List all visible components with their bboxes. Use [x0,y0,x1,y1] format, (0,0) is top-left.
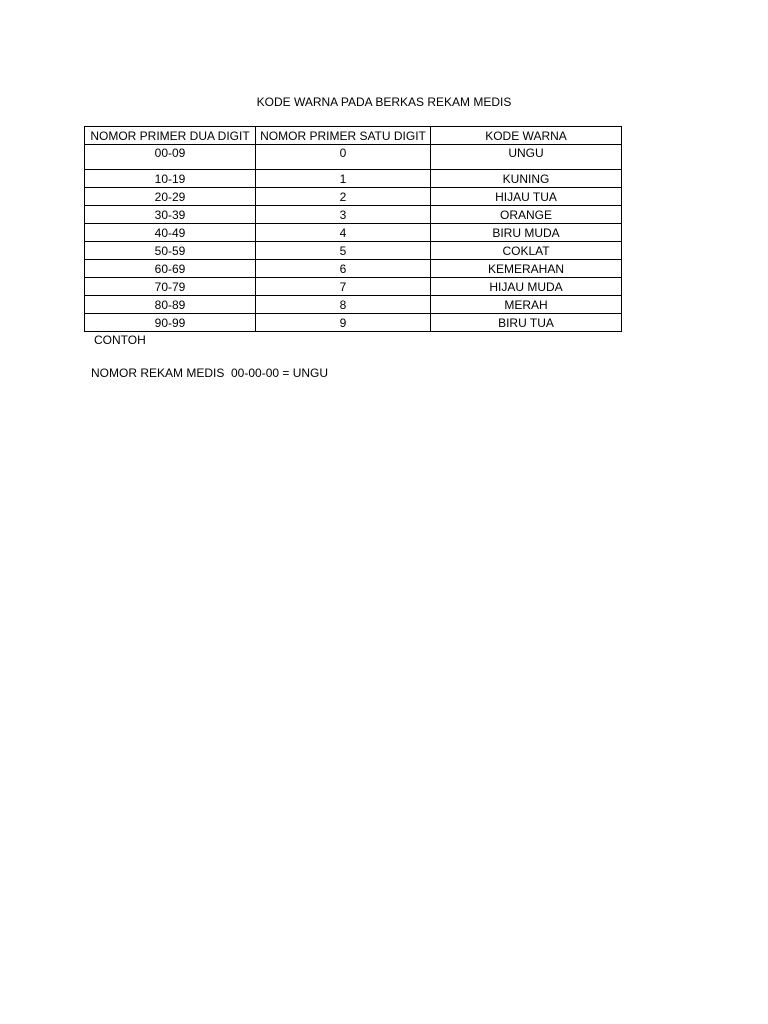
table-row [85,224,622,242]
table-row [85,188,622,206]
cell-two-digit: 30-39 [85,206,256,224]
cell-one-digit: 9 [256,314,431,332]
cell-color-code: ORANGE [431,206,622,224]
cell-two-digit: 80-89 [85,296,256,314]
header-one-digit: NOMOR PRIMER SATU DIGIT [256,127,431,145]
cell-one-digit: 3 [256,206,431,224]
cell-one-digit: 5 [256,242,431,260]
cell-one-digit: 2 [256,188,431,206]
table-row [85,296,622,314]
color-code-table [84,126,622,332]
cell-color-code: UNGU [431,145,622,170]
table-row [85,206,622,224]
cell-one-digit: 8 [256,296,431,314]
cell-color-code: HIJAU MUDA [431,278,622,296]
cell-two-digit: 00-09 [85,145,256,170]
table-row [85,145,622,170]
cell-two-digit: 40-49 [85,224,256,242]
cell-two-digit: 10-19 [85,170,256,188]
cell-color-code: HIJAU TUA [431,188,622,206]
table-row [85,242,622,260]
table-row [85,314,622,332]
header-two-digit: NOMOR PRIMER DUA DIGIT [85,127,256,145]
table-header-row [85,127,622,145]
example-text: NOMOR REKAM MEDIS 00-00-00 = UNGU [91,366,329,380]
document-title: KODE WARNA PADA BERKAS REKAM MEDIS [256,95,512,109]
cell-one-digit: 7 [256,278,431,296]
cell-two-digit: 70-79 [85,278,256,296]
table-row [85,278,622,296]
cell-one-digit: 0 [256,145,431,170]
table-row [85,170,622,188]
cell-color-code: COKLAT [431,242,622,260]
cell-color-code: BIRU MUDA [431,224,622,242]
cell-color-code: KEMERAHAN [431,260,622,278]
cell-one-digit: 6 [256,260,431,278]
cell-two-digit: 50-59 [85,242,256,260]
cell-one-digit: 1 [256,170,431,188]
table-row [85,260,622,278]
cell-color-code: MERAH [431,296,622,314]
header-color-code: KODE WARNA [431,127,622,145]
cell-color-code: KUNING [431,170,622,188]
cell-one-digit: 4 [256,224,431,242]
cell-two-digit: 20-29 [85,188,256,206]
example-label: CONTOH [94,333,146,347]
cell-two-digit: 60-69 [85,260,256,278]
cell-color-code: BIRU TUA [431,314,622,332]
cell-two-digit: 90-99 [85,314,256,332]
